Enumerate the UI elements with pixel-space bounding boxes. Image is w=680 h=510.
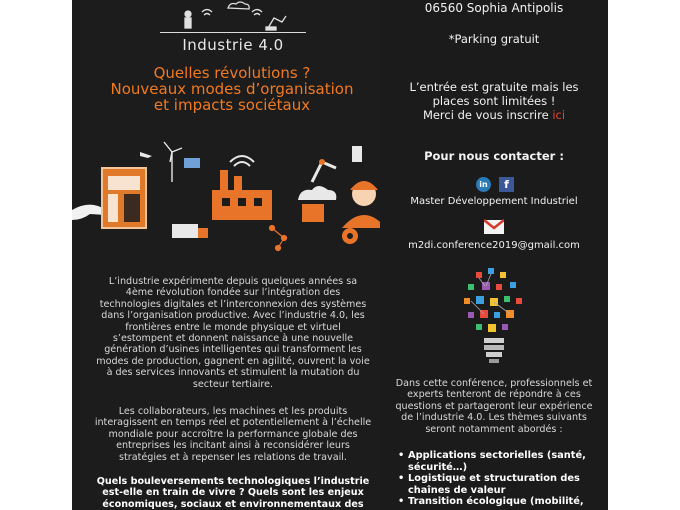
truck-icon xyxy=(172,224,198,238)
headline xyxy=(72,65,392,113)
airplane-icon xyxy=(140,152,152,158)
logo-icons xyxy=(158,0,308,34)
headline-line-3: et impacts sociétaux xyxy=(153,96,311,114)
facebook-icon[interactable]: f xyxy=(499,177,514,192)
conference-description: Dans cette conférence, professionnels et experts tenteront de répondre à ces questions et partageront leur expérience de l’industrie 4.0. Les thèmes suivants seront notamment abordés : xyxy=(395,378,593,435)
lightbulb-icon xyxy=(454,266,534,376)
topic-item: • Applications sectorielles (santé, sécurité…) xyxy=(398,450,598,473)
wind-turbine-icon xyxy=(164,142,182,182)
registration-info xyxy=(380,80,608,122)
person-icon xyxy=(185,11,191,17)
industry-illustration xyxy=(72,132,392,252)
registration-line-2: places sont limitées ! xyxy=(432,94,556,108)
robotic-arm-icon xyxy=(312,162,336,182)
wifi-icon xyxy=(202,10,212,16)
industrie-logo xyxy=(158,0,308,52)
topics-list xyxy=(398,450,598,508)
topic-item: • Logistique et structuration des chaînes de valeur xyxy=(398,473,598,496)
parking-note: *Parking gratuit xyxy=(448,32,540,46)
linkedin-icon[interactable]: in xyxy=(476,177,491,192)
contact-email[interactable]: m2di.conference2019@gmail.com xyxy=(408,240,580,251)
signal-icon xyxy=(252,10,262,16)
intro-paragraph-3: Quels bouleversements technologiques l’industrie est-elle en train de vivre ? Quels sont les enjeux économiques, sociaux et environnementaux des xyxy=(96,476,370,510)
gmail-icon[interactable] xyxy=(484,219,504,235)
robot-arm-icon xyxy=(268,16,286,28)
cloud-icon xyxy=(298,186,336,200)
network-icon xyxy=(270,226,287,251)
contact-heading: Pour nous contacter : xyxy=(424,149,564,163)
cloud-icon xyxy=(228,2,249,9)
registration-prefix: Merci de vous inscrire xyxy=(422,108,553,122)
topic-item: • Transition écologique (mobilité, xyxy=(398,496,598,508)
registration-line-1: L’entrée est gratuite mais les xyxy=(409,80,579,94)
registration-line-3 xyxy=(380,108,608,122)
left-panel xyxy=(72,0,392,510)
register-link[interactable]: ici xyxy=(552,108,566,122)
logo-underline xyxy=(160,32,306,33)
intro-paragraph-1: L’industrie expérimente depuis quelques années sa 4ème révolution fondée sur l’intégration des technologies digitales et l’interconnexion des systèmes dans l’organisation productive. Avec l’industrie 4.0, les frontières entre le monde physique et virtuel s’estompent et donnent naissance à une nouvelle génération d’usines intelligentes qui transforment les modes de production, gagnent en agilité, ouvrent la voie à des services innovants et stimulent la mutation du secteur tertiaire. xyxy=(96,276,370,390)
headline-line-2: Nouveaux modes d’organisation xyxy=(110,80,354,98)
server-icon xyxy=(302,204,324,222)
venue-address: 06560 Sophia Antipolis xyxy=(424,1,564,15)
organization-name: Master Développement Industriel xyxy=(410,196,578,207)
logo-title: Industrie 4.0 xyxy=(182,36,284,54)
solar-panel-icon xyxy=(184,158,200,168)
intro-paragraph-2: Les collaborateurs, les machines et les produits interagissent en temps réel et potentiellement à l’échelle mondiale pour accroître la performance globale des entreprises les incitant ainsi à reconsidérer leurs stratégies et à repenser les relations de travail. xyxy=(94,406,372,463)
tool-icon xyxy=(352,146,362,162)
headline-line-1: Quelles révolutions ? xyxy=(153,64,311,82)
right-panel xyxy=(380,0,608,510)
factory-icon xyxy=(212,170,272,220)
wireless-icon xyxy=(230,156,254,166)
